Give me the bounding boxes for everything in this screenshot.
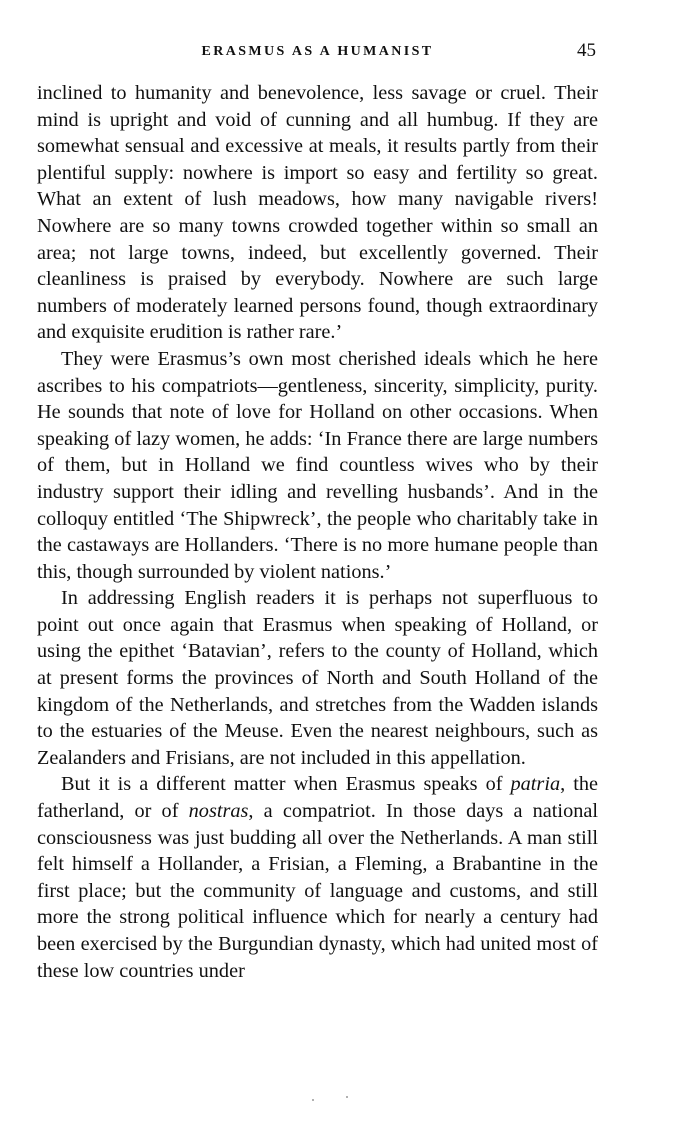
page-header bbox=[37, 40, 598, 68]
body-text bbox=[37, 80, 598, 984]
page-number: 45 bbox=[577, 40, 596, 61]
paragraph-4-part-2: , the fatherland, or of bbox=[37, 773, 598, 823]
paragraph-1: inclined to humanity and benevolence, less savage or cruel. Their mind is upright and void of cunning and all humbug. If they are somewhat sensual and excessive at meals, it results partly from their plentiful supply: nowhere is import so easy and fertility so great. What an extent of lush meadows, how many navigable rivers! Nowhere are so many towns crowded together within so small an area; not large towns, indeed, but excellently governed. Their cleanliness is praised by everybody. Nowhere are such large numbers of moderately learned persons found, though extraordinary and exquisite erudition is rather rare.’ bbox=[37, 82, 598, 344]
paragraph-4-part-3: , a compatriot. In those days a national consciousness was just budding all over the Netherlands. A man still felt himself a Hollander, a Frisian, a Fleming, a Brabantine in the first place; but the community of language and customs, and still more the strong political influence which for nearly a century had been exercised by the Burgundian dynasty, which had united most of these low countries under bbox=[37, 800, 598, 982]
speck bbox=[346, 1096, 348, 1098]
term-nostras: nostras bbox=[188, 800, 249, 823]
speck bbox=[312, 1099, 314, 1101]
print-specks bbox=[312, 1096, 352, 1102]
term-patria: patria bbox=[510, 773, 561, 796]
book-page bbox=[37, 40, 598, 984]
paragraph-3: In addressing English readers it is perhaps not superfluous to point out once again that Erasmus when speaking of Holland, or using the epithet ‘Batavian’, refers to the county of Holland, which at present forms the provinces of North and South Holland of the kingdom of the Netherlands, and stretches from the Wadden islands to the estuaries of the Meuse. Even the nearest neighbours, such as Zealanders and Frisians, are not included in this appellation. bbox=[37, 587, 598, 769]
paragraph-4 bbox=[37, 771, 598, 984]
running-head: ERASMUS AS A HUMANIST bbox=[201, 44, 434, 59]
paragraph-4-part-1: But it is a different matter when Erasmus speaks of bbox=[61, 773, 511, 796]
paragraph-2: They were Erasmus’s own most cherished ideals which he here ascribes to his compatriots—gentleness, sincerity, simplicity, purity. He sounds that note of love for Holland on other occasions. When speaking of lazy women, he adds: ‘In France there are large numbers of them, but in Holland we find countless wives who by their industry support their idling and revelling husbands’. And in the colloquy entitled ‘The Shipwreck’, the people who charitably take in the castaways are Hollanders. ‘There is no more humane people than this, though surrounded by violent nations.’ bbox=[37, 347, 598, 583]
